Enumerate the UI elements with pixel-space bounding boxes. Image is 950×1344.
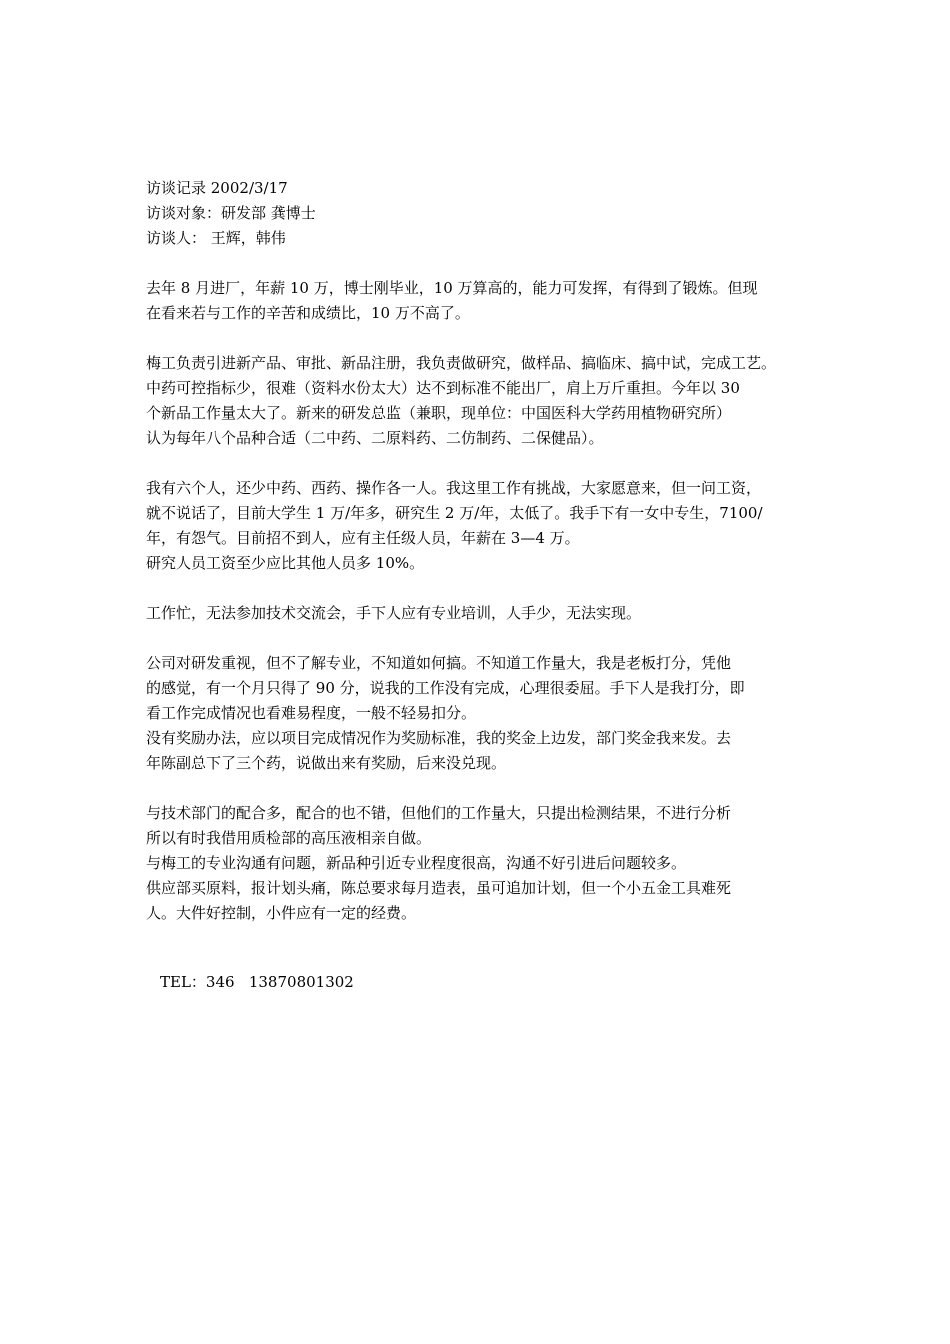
interviewer-line: 访谈人： 王辉，韩伟 — [146, 229, 286, 247]
paragraph-line: 供应部买原料，报计划头痛，陈总要求每月造表，虽可追加计划，但一个小五金工具难死 — [146, 879, 732, 897]
paragraph — [146, 801, 826, 926]
interview-document — [146, 176, 826, 926]
paragraph-line: 人。大件好控制，小件应有一定的经费。 — [146, 904, 417, 922]
paragraph-line: 在看来若与工作的辛苦和成绩比，10 万不高了。 — [146, 304, 470, 322]
paragraph-line: 与技术部门的配合多，配合的也不错，但他们的工作量大，只提出检测结果，不进行分析 — [146, 804, 732, 822]
paragraph-line: 与梅工的专业沟通有问题，新品种引近专业程度很高，沟通不好引进后问题较多。 — [146, 854, 687, 872]
paragraph — [146, 276, 826, 326]
paragraph-line: 没有奖励办法，应以项目完成情况作为奖励标准，我的奖金上边发，部门奖金我来发。去 — [146, 729, 732, 747]
document-header — [146, 176, 826, 251]
paragraph-line: 研究人员工资至少应比其他人员多 10%。 — [146, 554, 425, 572]
paragraph-line: 年，有怨气。目前招不到人，应有主任级人员，年薪在 3—4 万。 — [146, 529, 580, 547]
paragraph-line: 个新品工作量太大了。新来的研发总监（兼职，现单位：中国医科大学药用植物研究所） — [146, 404, 732, 422]
document-body — [146, 276, 826, 926]
paragraph-line: 梅工负责引进新产品、审批、新品注册，我负责做研究，做样品、搞临床、搞中试，完成工艺。 — [146, 354, 777, 372]
paragraph — [146, 351, 826, 451]
paragraph-line: 的感觉，有一个月只得了 90 分，说我的工作没有完成，心理很委屈。手下人是我打分，即 — [146, 679, 745, 697]
telephone-line: TEL：346 13870801302 — [160, 973, 354, 991]
paragraph — [146, 601, 826, 626]
paragraph-line: 中药可控指标少，很难（资料水份太大）达不到标准不能出厂，肩上万斤重担。今年以 30 — [146, 379, 740, 397]
record-date-line: 访谈记录 2002/3/17 — [146, 179, 288, 197]
paragraph-line: 我有六个人，还少中药、西药、操作各一人。我这里工作有挑战，大家愿意来，但一问工资， — [146, 479, 762, 497]
paragraph-line: 年陈副总下了三个药，说做出来有奖励，后来没兑现。 — [146, 754, 507, 772]
paragraph-line: 去年 8 月进厂，年薪 10 万，博士刚毕业，10 万算高的，能力可发挥，有得到了锻炼。但现 — [146, 279, 758, 297]
paragraph — [146, 476, 826, 576]
paragraph-line: 看工作完成情况也看难易程度，一般不轻易扣分。 — [146, 704, 477, 722]
paragraph-line: 认为每年八个品种合适（二中药、二原料药、二仿制药、二保健品）。 — [146, 429, 604, 447]
paragraph-line: 就不说话了，目前大学生 1 万/年多，研究生 2 万/年，太低了。我手下有一女中专生，7100/ — [146, 504, 763, 522]
paragraph-line: 所以有时我借用质检部的高压液相亲自做。 — [146, 829, 432, 847]
interview-subject-line: 访谈对象：研发部 龚博士 — [146, 204, 316, 222]
paragraph — [146, 651, 826, 776]
paragraph-line: 公司对研发重视，但不了解专业，不知道如何搞。不知道工作量大，我是老板打分，凭他 — [146, 654, 732, 672]
paragraph-line: 工作忙，无法参加技术交流会，手下人应有专业培训，人手少，无法实现。 — [146, 604, 642, 622]
